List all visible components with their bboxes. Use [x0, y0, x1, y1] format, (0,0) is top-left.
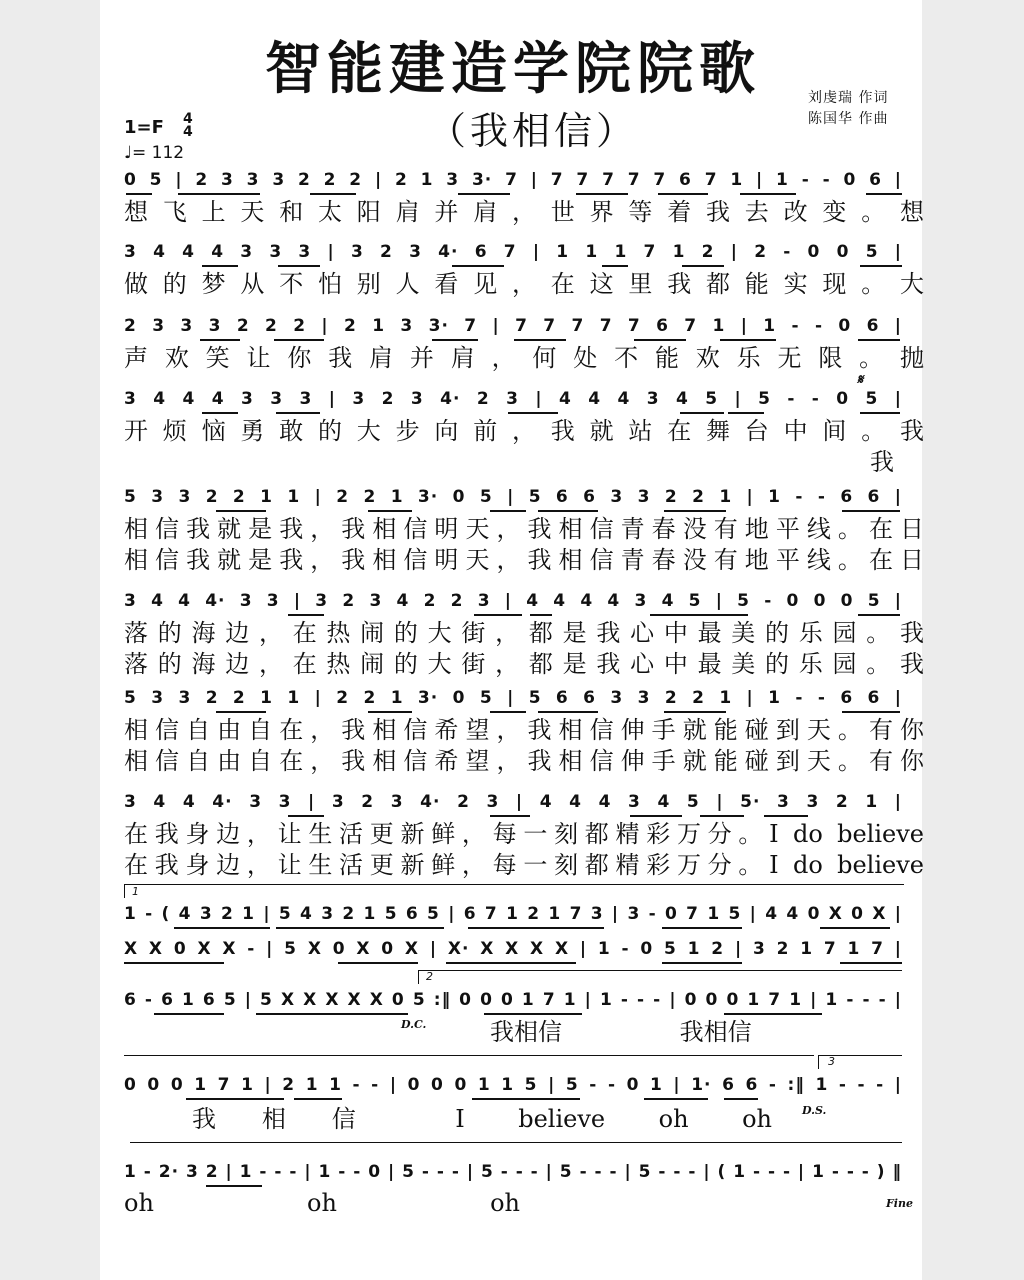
notation-line: 2 3 3 3 2 2 2 | 2 1 3 3· 7 | 7 7 7 7 7 6 7 1 | 1 - - 0 6 |: [124, 316, 902, 336]
rhythm-beams: [124, 193, 902, 195]
volta-number-1: 1: [132, 885, 139, 898]
segno-mark: 𝄋: [857, 372, 864, 388]
lyric-line: 我: [870, 448, 894, 476]
lyric-line: 落的海边，在热闹的大街，都是我心中最美的乐园。我: [124, 650, 924, 678]
rhythm-beams: [124, 1185, 902, 1187]
rhythm-beams: [124, 510, 902, 512]
notation-line: X X 0 X X - | 5 X 0 X 0 X | X· X X X X | 1 - 0 5 1 2 | 3 2 1 7 1 7 |: [124, 939, 902, 959]
lyric-line: 想飞上天和太阳肩并肩，世界等着我去改变。想: [124, 198, 924, 226]
song-subtitle: （我相信）: [428, 109, 639, 153]
lyric-line: 在我身边，让生活更新鲜，每一刻都精彩万分。I do believe: [124, 851, 924, 879]
time-signature-bottom: 4: [183, 124, 193, 140]
dal-segno-mark: D.S.: [802, 1104, 827, 1117]
volta-number-2: 2: [426, 970, 433, 983]
notation-line: 5 3 3 2 2 1 1 | 2 2 1 3· 0 5 | 5 6 6 3 3 2 2 1 | 1 - - 6 6 |: [124, 688, 902, 708]
notation-line: 3 4 4 4· 3 3 | 3 2 3 4 2 2 3 | 4 4 4 4 3 4 5 | 5 - 0 0 0 5 |: [124, 591, 902, 611]
lyric-line: oh oh oh: [124, 1189, 520, 1217]
tempo-marking: ♩= 112: [124, 143, 185, 163]
volta-bracket-edge: [124, 884, 125, 898]
volta-bracket-2: [418, 970, 902, 971]
lyric-line: 我相信 我相信: [490, 1018, 752, 1046]
rhythm-beams: [124, 1098, 902, 1100]
key-signature: 1=F: [124, 117, 164, 138]
notation-line: 3 4 4 4· 3 3 | 3 2 3 4· 2 3 | 4 4 4 3 4 5 | 5· 3 3 2 1 |: [124, 792, 902, 812]
rhythm-beams: [124, 614, 902, 616]
da-capo-mark: D.C.: [401, 1018, 427, 1031]
rhythm-beams: [124, 927, 902, 929]
notation-line: 0 0 0 1 7 1 | 2 1 1 - - | 0 0 0 1 1 5 | 5 - - 0 1 | 1· 6 6 - :‖ 1 - - - |: [124, 1075, 902, 1095]
notation-line: 3 4 4 4 3 3 3 | 3 2 3 4· 6 7 | 1 1 1 7 1 2 | 2 - 0 0 5 |: [124, 242, 902, 262]
lyric-line: 相信自由自在，我相信希望，我相信伸手就能碰到天。有你: [124, 716, 924, 744]
volta-bracket-2-continued: [124, 1055, 814, 1056]
volta-bracket-edge: [818, 1055, 819, 1069]
rhythm-beams: [124, 412, 902, 414]
notation-line: 1 - ( 4 3 2 1 | 5 4 3 2 1 5 6 5 | 6 7 1 2 1 7 3 | 3 - 0 7 1 5 | 4 4 0 X 0 X |: [124, 904, 902, 924]
song-title: 智能建造学院院歌: [265, 36, 761, 102]
notation-line: 5 3 3 2 2 1 1 | 2 2 1 3· 0 5 | 5 6 6 3 3 2 2 1 | 1 - - 6 6 |: [124, 487, 902, 507]
notation-line: 0 5 | 2 3 3 3 2 2 2 | 2 1 3 3· 7 | 7 7 7 7 7 6 7 1 | 1 - - 0 6 |: [124, 170, 902, 190]
volta-bracket-edge: [418, 970, 419, 984]
lyric-line: 落的海边，在热闹的大街，都是我心中最美的乐园。我: [124, 619, 924, 647]
notation-line: 1 - 2· 3 2 | 1 - - - | 1 - - 0 | 5 - - - | 5 - - - | 5 - - - | 5 - - - | ( 1 - - - | 1 - - - ) ‖: [124, 1162, 902, 1182]
rhythm-beams: [124, 962, 902, 964]
rhythm-beams: [124, 265, 902, 267]
lyricist-credit: 刘虔瑞 作词: [808, 90, 889, 106]
rhythm-beams: [124, 1013, 902, 1015]
lyric-line: 做的梦从不怕别人看见，在这里我都能实现。大: [124, 270, 924, 298]
volta-bracket-1: [124, 884, 904, 885]
fine-mark: Fine: [886, 1197, 913, 1210]
notation-line: 6 - 6 1 6 5 | 5 X X X X X 0 5 :‖ 0 0 0 1 7 1 | 1 - - - | 0 0 0 1 7 1 | 1 - - - |: [124, 990, 902, 1010]
lyric-line: 我相信 I believe oh oh: [192, 1105, 772, 1133]
volta-number-3: 3: [828, 1055, 835, 1068]
rhythm-beams: [124, 339, 902, 341]
composer-credit: 陈国华 作曲: [808, 111, 889, 127]
lyric-line: 相信我就是我，我相信明天，我相信青春没有地平线。在日: [124, 546, 924, 574]
lyric-line: 相信自由自在，我相信希望，我相信伸手就能碰到天。有你: [124, 747, 924, 775]
lyric-line: 在我身边，让生活更新鲜，每一刻都精彩万分。I do believe: [124, 820, 924, 848]
notation-line: 3 4 4 4 3 3 3 | 3 2 3 4· 2 3 | 4 4 4 3 4 5 | 5 - - 0 5 |: [124, 389, 902, 409]
rhythm-beams: [124, 711, 902, 713]
lyric-line: 声欢笑让你我肩并肩，何处不能欢乐无限。抛: [124, 344, 924, 372]
lyric-line: 相信我就是我，我相信明天，我相信青春没有地平线。在日: [124, 515, 924, 543]
volta-bracket-3-continued: [130, 1142, 902, 1143]
rhythm-beams: [124, 815, 902, 817]
time-signature-top: 4: [183, 111, 193, 127]
lyric-line: 开烦恼勇敢的大步向前，我就站在舞台中间。我: [124, 417, 924, 445]
time-signature: [183, 113, 193, 139]
